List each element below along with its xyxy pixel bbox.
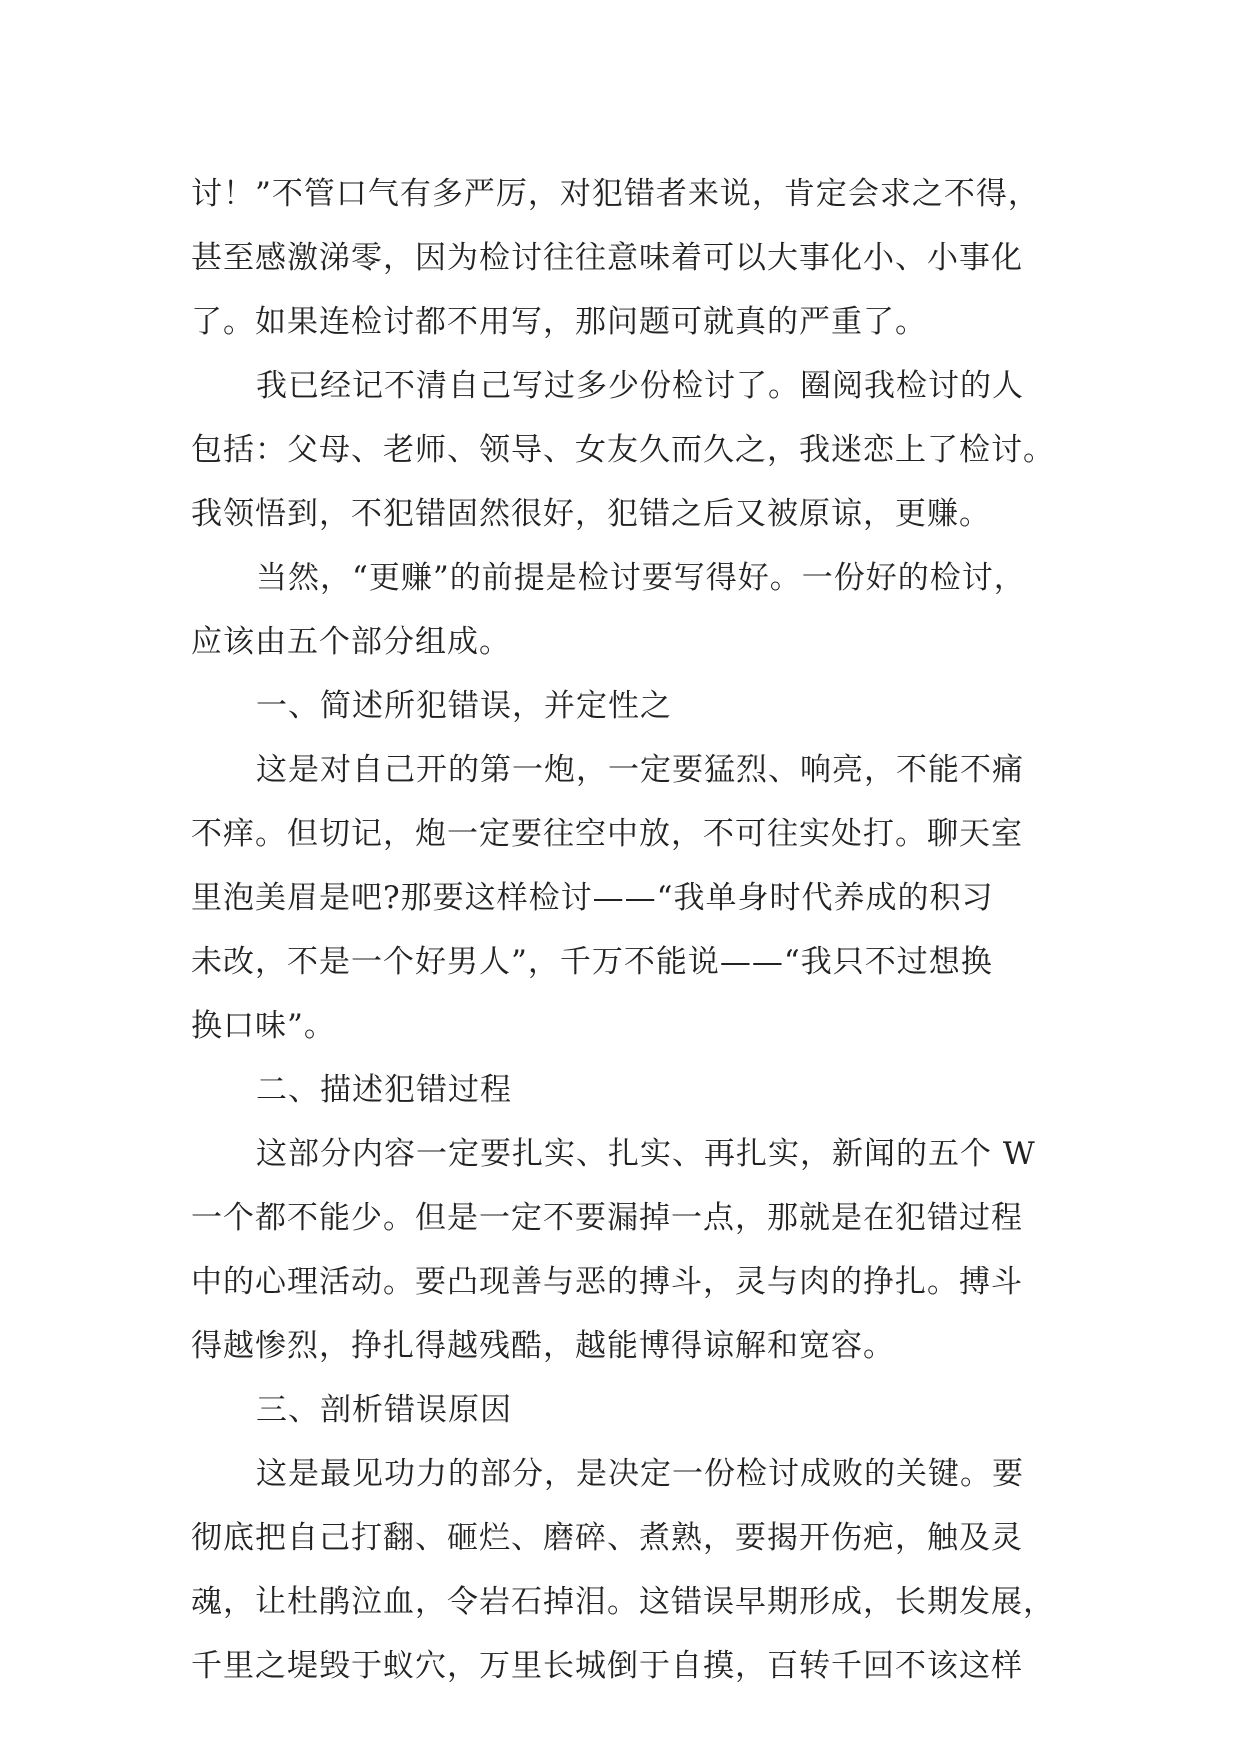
text-line: 魂，让杜鹃泣血，令岩石掉泪。这错误早期形成，长期发展， [191, 1584, 1055, 1620]
text-line: 甚至感激涕零，因为检讨往往意味着可以大事化小、小事化 [191, 240, 1023, 276]
text-line: 我领悟到，不犯错固然很好，犯错之后又被原谅，更赚。 [191, 496, 991, 532]
text-line: 里泡美眉是吧?那要这样检讨——“我单身时代养成的积习 [191, 880, 994, 916]
text-line: 这是最见功力的部分，是决定一份检讨成败的关键。要 [256, 1456, 1024, 1492]
text-line: 我已经记不清自己写过多少份检讨了。圈阅我检讨的人 [256, 368, 1024, 404]
text-line: 换口味”。 [191, 1008, 336, 1044]
text-line: 这是对自己开的第一炮，一定要猛烈、响亮，不能不痛 [256, 752, 1024, 788]
text-line: 一个都不能少。但是一定不要漏掉一点，那就是在犯错过程 [191, 1200, 1023, 1236]
text-line: 未改，不是一个好男人”，千万不能说——“我只不过想换 [191, 944, 993, 980]
text-line: 中的心理活动。要凸现善与恶的搏斗，灵与肉的挣扎。搏斗 [191, 1264, 1023, 1300]
text-line: 这部分内容一定要扎实、扎实、再扎实，新闻的五个 W [256, 1136, 1036, 1172]
document-body [191, 162, 1071, 1698]
text-line: 当然，“更赚”的前提是检讨要写得好。一份好的检讨， [256, 560, 1026, 596]
text-line: 彻底把自己打翻、砸烂、磨碎、煮熟，要揭开伤疤，触及灵 [191, 1520, 1023, 1556]
text-line: 应该由五个部分组成。 [191, 624, 511, 660]
text-line: 千里之堤毁于蚁穴，万里长城倒于自摸，百转千回不该这样 [191, 1648, 1023, 1684]
text-line: 了。如果连检讨都不用写，那问题可就真的严重了。 [191, 304, 927, 340]
section-heading: 一、简述所犯错误，并定性之 [256, 688, 672, 724]
section-heading: 三、剖析错误原因 [256, 1392, 512, 1428]
text-line: 得越惨烈，挣扎得越残酷，越能博得谅解和宽容。 [191, 1328, 895, 1364]
text-line: 包括：父母、老师、领导、女友久而久之，我迷恋上了检讨。 [191, 432, 1055, 468]
section-heading: 二、描述犯错过程 [256, 1072, 512, 1108]
text-line: 不痒。但切记，炮一定要往空中放，不可往实处打。聊天室 [191, 816, 1023, 852]
text-line: 讨！”不管口气有多严厉，对犯错者来说，肯定会求之不得， [191, 176, 1040, 212]
